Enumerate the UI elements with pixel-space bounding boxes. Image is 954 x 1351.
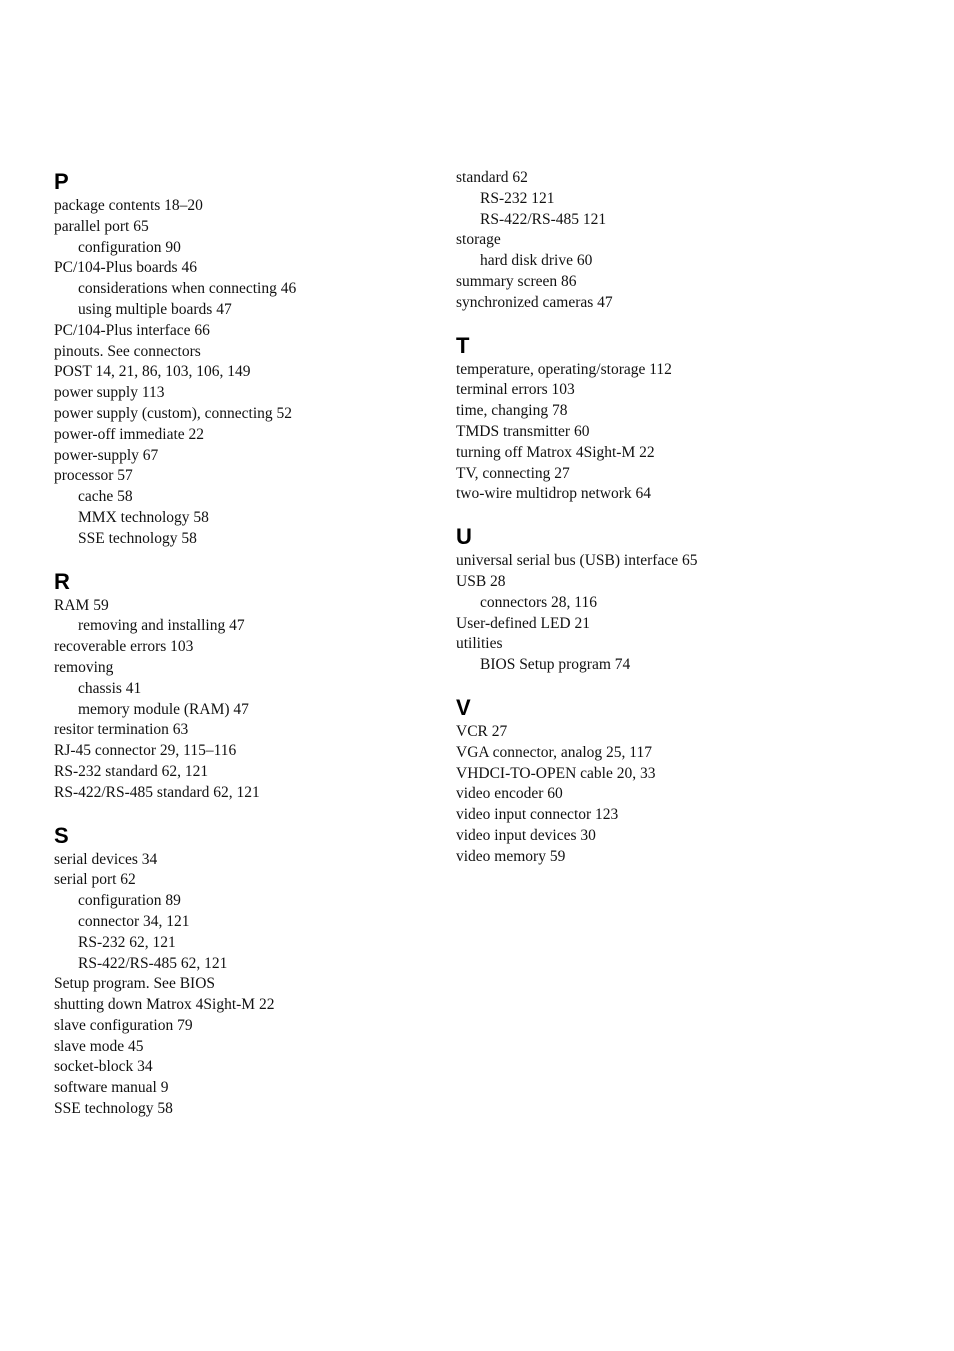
index-entry: power supply 113: [54, 384, 165, 402]
index-entry: terminal errors 103: [456, 381, 575, 399]
index-entry: slave mode 45: [54, 1037, 144, 1055]
index-entry: serial port 62: [54, 871, 136, 889]
index-entry: shutting down Matrox 4Sight-M 22: [54, 996, 275, 1014]
index-entry: VHDCI-TO-OPEN cable 20, 33: [456, 764, 656, 782]
index-section-s: [54, 822, 434, 1120]
index-entry: video input connector 123: [456, 806, 619, 824]
index-subentry: SSE technology 58: [78, 529, 197, 547]
index-subentry: chassis 41: [78, 679, 142, 697]
index-column-right: [456, 168, 836, 886]
index-entry: Setup program. See BIOS: [54, 975, 216, 993]
index-entry: TMDS transmitter 60: [456, 422, 590, 440]
index-entry: video memory 59: [456, 847, 566, 865]
index-subentry: removing and installing 47: [78, 617, 245, 635]
index-subentry: configuration 89: [78, 892, 181, 910]
index-entry: SSE technology 58: [54, 1100, 173, 1118]
index-entry: RAM 59: [54, 596, 109, 614]
index-subentry: connectors 28, 116: [480, 593, 597, 611]
index-entry: serial devices 34: [54, 850, 158, 868]
index-entry: User-defined LED 21: [456, 614, 590, 632]
index-entry: turning off Matrox 4Sight-M 22: [456, 443, 655, 461]
index-entry: RJ-45 connector 29, 115–116: [54, 742, 237, 760]
index-entry: pinouts. See connectors: [54, 342, 201, 360]
index-entry: power supply (custom), connecting 52: [54, 404, 293, 422]
index-subentry: RS-422/RS-485 62, 121: [78, 954, 228, 972]
index-entry: standard 62: [456, 169, 528, 186]
index-column-left: [54, 168, 434, 1138]
index-subentry: configuration 90: [78, 238, 181, 256]
index-subentry: considerations when connecting 46: [78, 280, 297, 298]
index-section-v: [456, 694, 836, 868]
index-subentry: MMX technology 58: [78, 508, 209, 526]
index-entry: universal serial bus (USB) interface 65: [456, 552, 698, 570]
section-letter-heading: R: [54, 568, 70, 594]
index-section-continued: [456, 168, 836, 314]
index-section-r: [54, 568, 434, 804]
index-subentry: RS-422/RS-485 121: [480, 210, 607, 228]
index-entry: power-supply 67: [54, 446, 159, 464]
index-section-t: [456, 332, 836, 506]
index-subentry: connector 34, 121: [78, 912, 190, 930]
index-entry: USB 28: [456, 572, 506, 590]
index-entry: resitor termination 63: [54, 721, 189, 739]
index-subentry: cache 58: [78, 488, 133, 506]
section-letter-heading: S: [54, 822, 69, 848]
section-letter-heading: P: [54, 169, 69, 194]
index-entry: video encoder 60: [456, 785, 563, 803]
index-entry: RS-232 standard 62, 121: [54, 762, 209, 780]
index-entry: RS-422/RS-485 standard 62, 121: [54, 783, 260, 801]
index-entry: recoverable errors 103: [54, 638, 194, 656]
index-subentry: hard disk drive 60: [480, 252, 593, 270]
index-entry: processor 57: [54, 467, 133, 485]
index-entry: POST 14, 21, 86, 103, 106, 149: [54, 363, 251, 381]
index-entry: synchronized cameras 47: [456, 293, 613, 311]
index-entry: time, changing 78: [456, 402, 568, 420]
index-entry: parallel port 65: [54, 217, 149, 235]
index-subentry: BIOS Setup program 74: [480, 656, 631, 674]
index-section-p: [54, 168, 434, 550]
section-letter-heading: T: [456, 332, 470, 358]
index-entry: software manual 9: [54, 1079, 169, 1097]
index-entry: video input devices 30: [456, 826, 596, 844]
index-entry: socket-block 34: [54, 1058, 153, 1076]
index-entry: removing: [54, 658, 114, 676]
section-letter-heading: V: [456, 694, 471, 720]
index-subentry: RS-232 121: [480, 189, 555, 207]
index-section-u: [456, 523, 836, 676]
index-entry: VGA connector, analog 25, 117: [456, 743, 652, 761]
section-letter-heading: U: [456, 524, 472, 550]
index-entry: PC/104-Plus boards 46: [54, 259, 197, 277]
index-entry: TV, connecting 27: [456, 464, 570, 482]
index-entry: VCR 27: [456, 722, 508, 740]
index-entry: temperature, operating/storage 112: [456, 360, 672, 378]
index-entry: power-off immediate 22: [54, 425, 205, 443]
index-subentry: using multiple boards 47: [78, 300, 232, 318]
index-entry: PC/104-Plus interface 66: [54, 321, 210, 339]
index-subentry: RS-232 62, 121: [78, 933, 176, 951]
index-subentry: memory module (RAM) 47: [78, 700, 249, 718]
index-entry: utilities: [456, 635, 503, 653]
index-entry: summary screen 86: [456, 272, 577, 290]
index-entry: package contents 18–20: [54, 197, 203, 214]
index-entry: slave configuration 79: [54, 1016, 193, 1034]
index-entry: storage: [456, 231, 501, 249]
index-entry: two-wire multidrop network 64: [456, 485, 652, 503]
